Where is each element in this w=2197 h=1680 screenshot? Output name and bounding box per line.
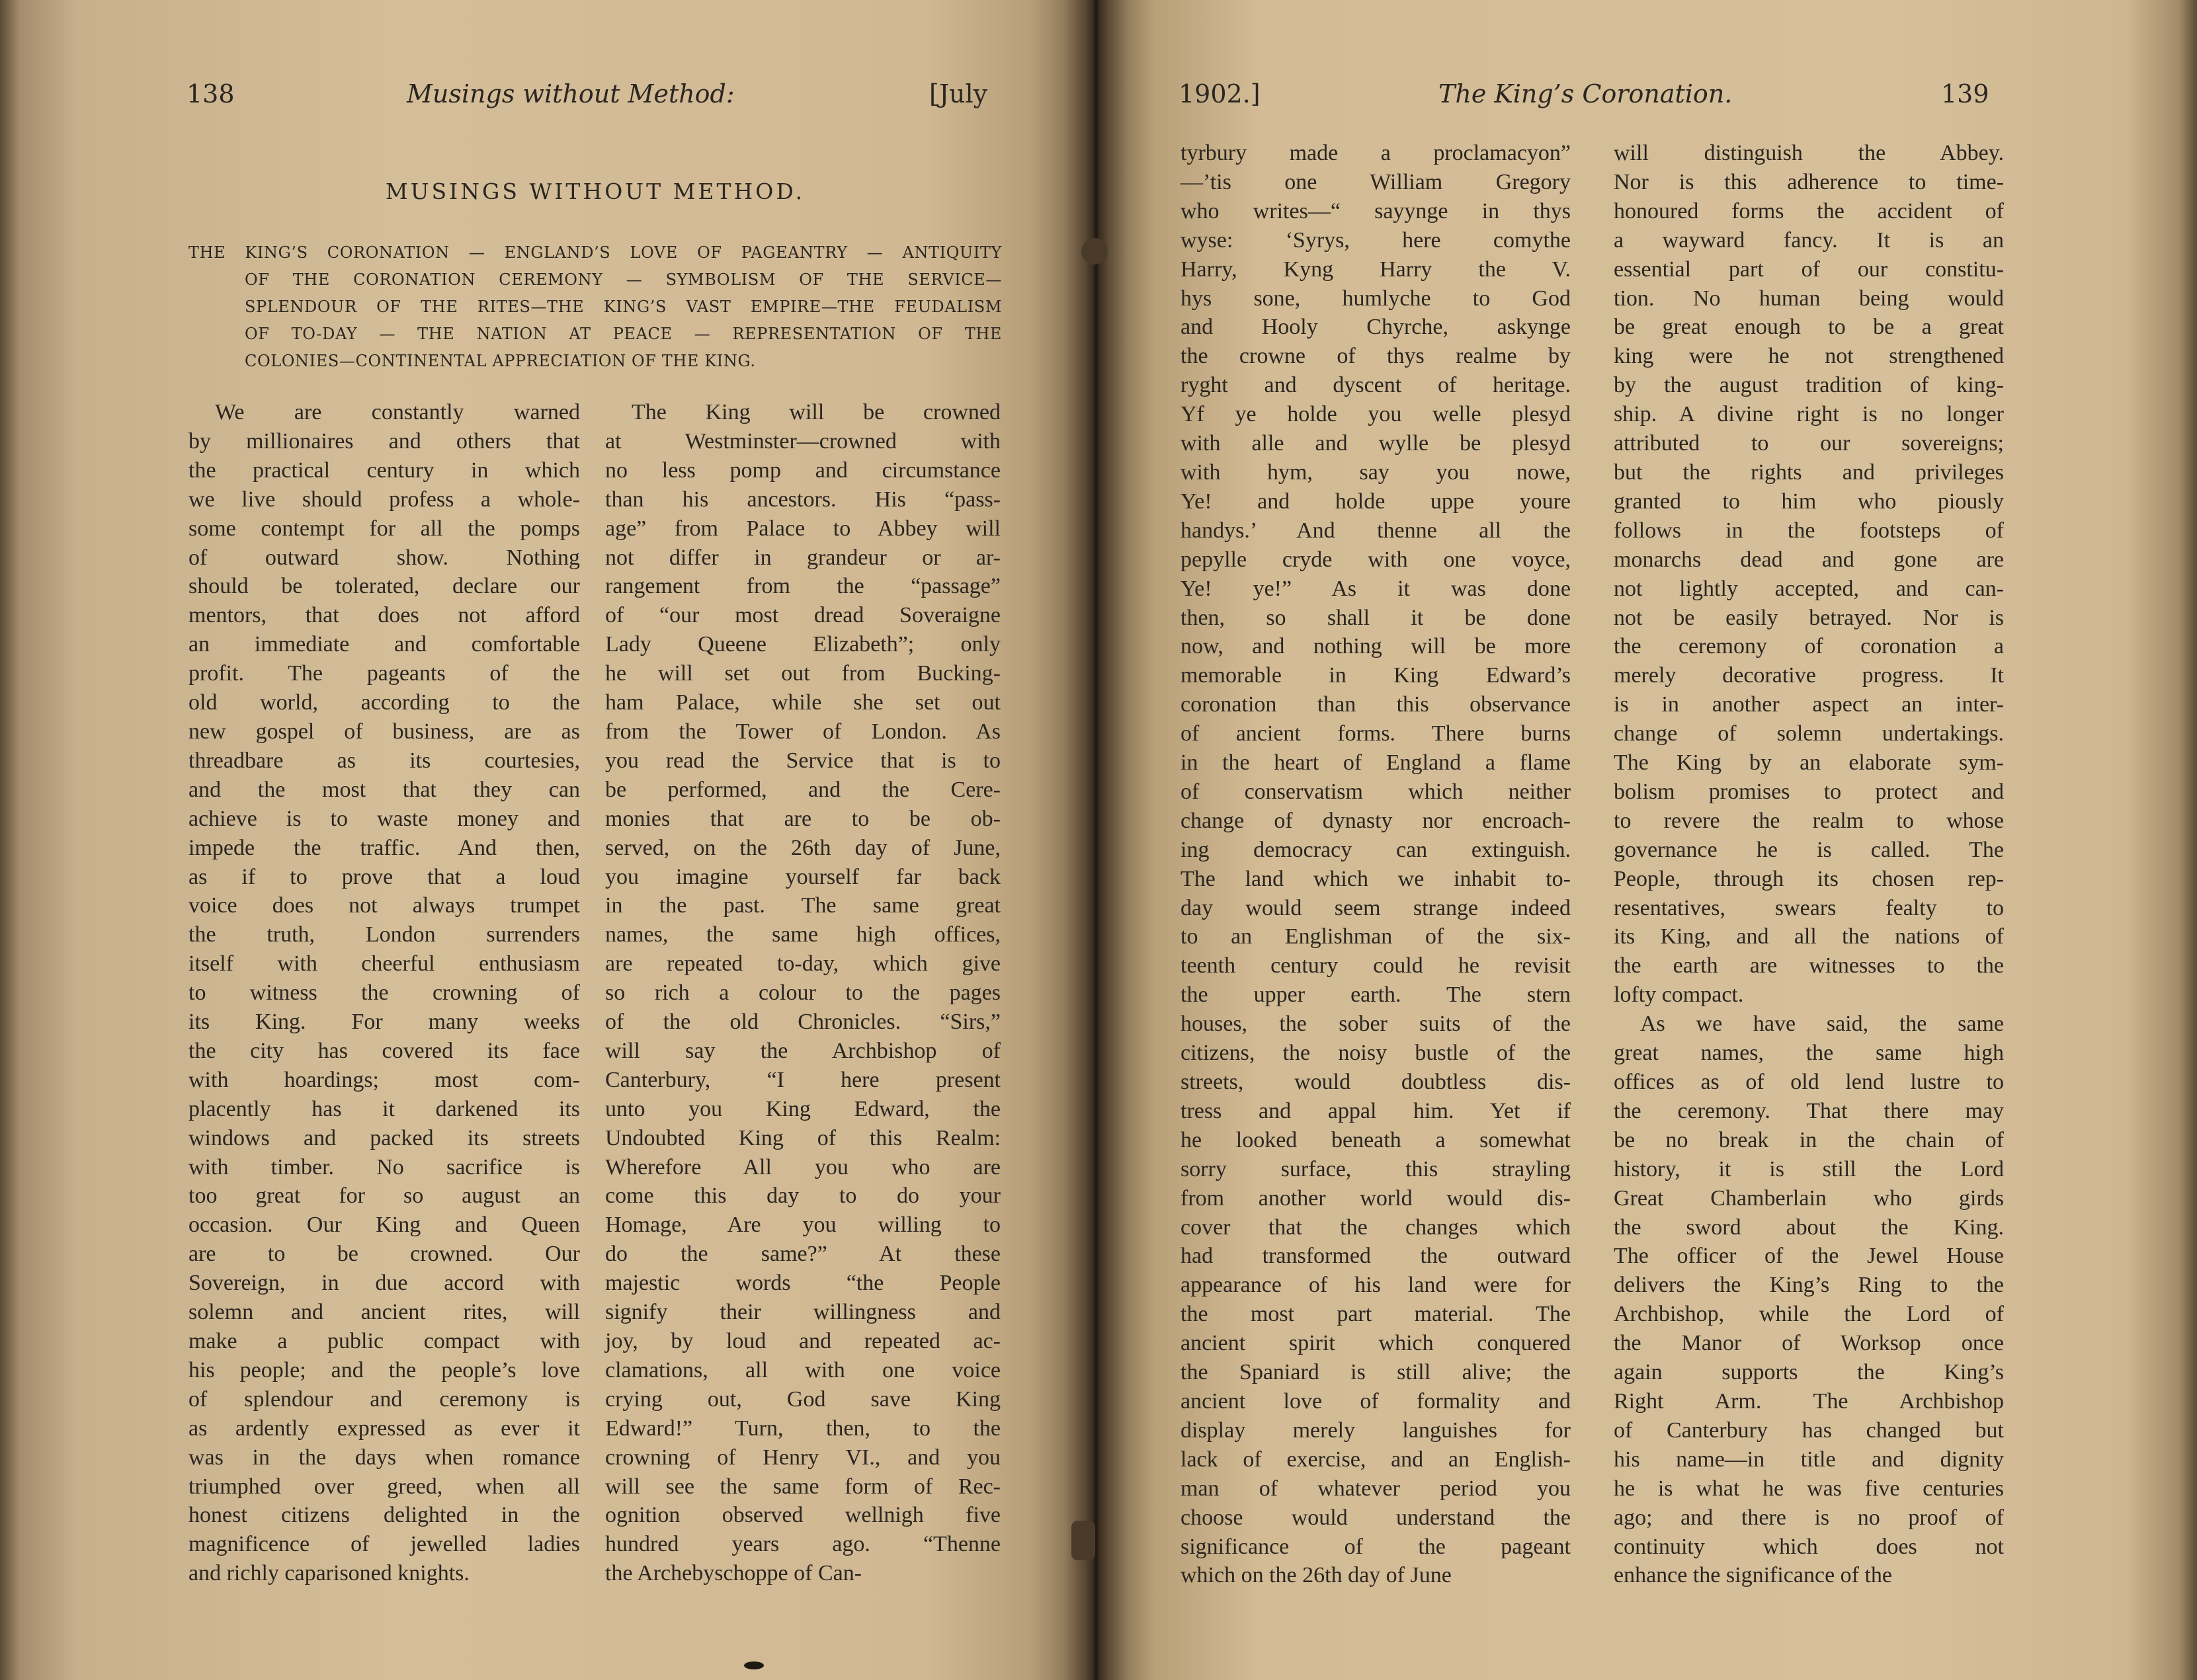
text-line: man of whatever period you [1181,1476,1571,1501]
text-line: tress and appal him. Yet if [1181,1098,1571,1123]
text-line: which on the 26th day of June [1181,1563,1452,1588]
running-date: 1902.] [1179,79,1261,108]
text-line: the most part material. The [1181,1302,1571,1327]
text-line: hundred years ago. “Thenne [605,1532,1001,1557]
text-line: citizens, the noisy bustle of the [1181,1041,1571,1066]
text-line: attributed to our sovereigns; [1614,431,2004,456]
text-line: handys.’ And thenne all the [1181,518,1571,543]
text-line: of Canterbury has changed but [1614,1418,2004,1443]
text-line: Homage, Are you willing to [605,1213,1001,1238]
text-line: the earth are witnesses to the [1614,953,2004,979]
text-line: he is what he was five centuries [1614,1476,2004,1501]
text-line: solemn and ancient rites, will [188,1300,580,1325]
text-line: no less pomp and circumstance [605,458,1001,483]
ink-blot [744,1661,764,1669]
text-line: of outward show. Nothing [188,545,580,570]
text-line: than his ancestors. His “pass- [605,487,1001,512]
running-title: The King’s Coronation. [1438,79,1733,108]
text-line: an immediate and comfortable [188,632,580,657]
synopsis-line: COLONIES—CONTINENTAL APPRECIATION OF THE KING. [245,352,756,370]
text-line: The King by an elaborate sym- [1614,750,2004,776]
text-line: choose would understand the [1181,1505,1571,1530]
text-line: not lightly accepted, and can- [1614,576,2004,601]
text-line: its King. For many weeks [188,1010,580,1035]
text-line: crying out, God save King [605,1386,1001,1412]
text-line: a wayward fancy. It is an [1614,227,2004,253]
text-line: memorable in King Edward’s [1181,663,1571,688]
text-line: change of solemn undertakings. [1614,721,2004,746]
text-line: The officer of the Jewel House [1614,1244,2004,1269]
text-line: Undoubted King of this Realm: [605,1125,1001,1150]
text-line: the Spaniard is still alive; the [1181,1360,1571,1385]
text-line: achieve is to waste money and [188,806,580,831]
text-line: be great enough to be a great [1614,315,2004,340]
text-line: names, the same high offices, [605,922,1001,947]
text-line: People, through its chosen rep- [1614,866,2004,891]
text-line: by the august tradition of king- [1614,373,2004,398]
text-line: too great for so august an [188,1183,580,1209]
text-line: placently has it darkened its [188,1096,580,1121]
text-line: Sovereign, in due accord with [188,1271,580,1296]
text-line: monarchs dead and gone are [1614,547,2004,572]
text-line: the Archebyschoppe of Can- [605,1561,862,1586]
text-line: of the old Chronicles. “Sirs,” [605,1010,1001,1035]
text-line: the Manor of Worksop once [1614,1331,2004,1356]
text-line: the crowne of thys realme by [1181,344,1571,369]
text-line: and richly caparisoned knights. [188,1561,470,1586]
text-line: some contempt for all the pomps [188,516,580,541]
text-line: from the Tower of London. As [605,719,1001,744]
text-line: ryght and dyscent of heritage. [1181,373,1571,398]
text-line: clamations, all with one voice [605,1357,1001,1382]
text-line: again supports the King’s [1614,1360,2004,1385]
text-line: now, and nothing will be more [1181,634,1571,659]
text-line: with hoardings; most com- [188,1067,580,1092]
text-line: ago; and there is no proof of [1614,1505,2004,1530]
text-line: Archbishop, while the Lord of [1614,1302,2004,1327]
text-line: merely decorative progress. It [1614,663,2004,688]
text-line: threadbare as its courtesies, [188,748,580,773]
text-line: honest citizens delighted in the [188,1503,580,1528]
text-line: ing democracy can extinguish. [1181,837,1571,862]
text-line: the practical century in which [188,458,580,483]
synopsis [188,239,1002,375]
article-title: MUSINGS WITHOUT METHOD. [385,179,806,204]
text-line: be no break in the chain of [1614,1127,2004,1152]
text-line: then, so shall it be done [1181,605,1571,630]
text-line: will distinguish the Abbey. [1614,141,2004,165]
text-line: wyse: ‘Syrys, here comythe [1181,227,1571,253]
text-line: at Westminster—crowned with [605,428,1001,454]
text-line: of ancient forms. There burns [1181,721,1571,746]
text-line: is in another aspect an inter- [1614,692,2004,717]
text-line: ship. A divine right is no longer [1614,402,2004,427]
text-line: streets, would doubtless dis- [1181,1070,1571,1094]
text-line: to revere the realm to whose [1614,808,2004,833]
text-line: teenth century could he revisit [1181,953,1571,979]
text-line: ham Palace, while she set out [605,690,1001,715]
text-line: in the heart of England a flame [1181,750,1571,776]
text-line: continuity which does not [1614,1534,2004,1559]
text-line: tion. No human being would [1614,286,2004,311]
text-line: display merely languishes for [1181,1418,1571,1443]
text-line: cover that the changes which [1181,1215,1571,1240]
text-line: the truth, London surrenders [188,922,580,947]
text-line: with hym, say you nowe, [1181,460,1571,485]
text-line: not be easily betrayed. Nor is [1614,605,2004,630]
text-line: essential part of our constitu- [1614,257,2004,282]
text-line: the ceremony. That there may [1614,1098,2004,1123]
text-line: come this day to do your [605,1183,1001,1209]
text-line: and Hooly Chyrche, askynge [1181,315,1571,340]
text-line: Harry, Kyng Harry the V. [1181,257,1571,282]
text-line: be performed, and the Cere- [605,777,1001,802]
text-line: triumphed over greed, when all [188,1474,580,1499]
text-line: are to be crowned. Our [188,1242,580,1267]
text-line: ancient spirit which conquered [1181,1331,1571,1356]
text-line: do the same?” At these [605,1242,1001,1267]
synopsis-line: SPLENDOUR OF THE RITES—THE KING’S VAST EMPIRE—THE FEUDALISM [245,298,1002,316]
text-line: houses, the sober suits of the [1181,1012,1571,1037]
text-line: tyrbury made a proclamacyon” [1181,141,1571,165]
text-line: by millionaires and others that [188,428,580,454]
text-line: Canterbury, “I here present [605,1067,1001,1092]
text-line: his people; and the people’s love [188,1357,580,1382]
text-line: crowning of Henry VI., and you [605,1445,1001,1470]
text-line: hys sone, humlyche to God [1181,286,1571,311]
text-line: As we have said, the same [1640,1012,2004,1037]
text-line: The King will be crowned [632,400,1001,424]
text-line: pepylle cryde with one voyce, [1181,547,1571,572]
running-title: Musings without Method: [407,79,735,108]
text-line: you imagine yourself far back [605,864,1001,889]
text-line: he will set out from Bucking- [605,661,1001,686]
page-number: 138 [187,79,235,108]
text-line: lofty compact. [1614,982,1744,1008]
text-line: offices as of old lend lustre to [1614,1070,2004,1094]
text-line: Great Chamberlain who girds [1614,1185,2004,1211]
text-line: old world, according to the [188,690,580,715]
text-line: windows and packed its streets [188,1125,580,1150]
text-line: monies that are to be ob- [605,806,1001,831]
text-line: Lady Queene Elizabeth”; only [605,632,1001,657]
text-line: of splendour and ceremony is [188,1386,580,1412]
text-line: resentatives, swears fealty to [1614,895,2004,920]
text-line: to an Englishman of the six- [1181,924,1571,949]
text-line: rangement from the “passage” [605,574,1001,599]
text-line: Edward!” Turn, then, to the [605,1416,1001,1441]
text-line: Nor is this adherence to time- [1614,169,2004,194]
text-line: change of dynasty nor encroach- [1181,808,1571,833]
synopsis-line: OF THE CORONATION CEREMONY — SYMBOLISM OF THE SERVICE— [245,270,1002,289]
text-line: The land which we inhabit to- [1181,866,1571,891]
text-line: to witness the crowning of [188,980,580,1006]
text-line: day would seem strange indeed [1181,895,1571,920]
text-line: king were he not strengthened [1614,344,2004,369]
text-line: of “our most dread Soveraigne [605,603,1001,628]
text-line: from another world would dis- [1181,1185,1571,1211]
text-line: —’tis one William Gregory [1181,169,1571,194]
text-line: will say the Archbishop of [605,1038,1001,1063]
text-line: appearance of his land were for [1181,1273,1571,1298]
synopsis-line: THE KING’S CORONATION — ENGLAND’S LOVE OF PAGEANTRY — ANTIQUITY [188,243,1002,262]
text-line: age” from Palace to Abbey will [605,516,1001,541]
text-line: We are constantly warned [215,400,580,424]
text-line: lack of exercise, and an English- [1181,1447,1571,1472]
text-line: joy, by loud and repeated ac- [605,1329,1001,1353]
text-column-left-2 [605,398,1001,1588]
text-line: served, on the 26th day of June, [605,835,1001,860]
binding-hole [1081,238,1108,264]
text-line: make a public compact with [188,1329,580,1353]
text-column-right-1 [1181,139,1571,1590]
text-line: his name—in title and dignity [1614,1447,2004,1472]
text-line: you read the Service that is to [605,748,1001,773]
synopsis-line: OF TO-DAY — THE NATION AT PEACE — REPRESENTATION OF THE [245,325,1002,343]
text-line: was in the days when romance [188,1445,580,1470]
text-line: and the most that they can [188,777,580,802]
text-line: governance he is called. The [1614,837,2004,862]
text-line: history, it is still the Lord [1614,1156,2004,1181]
text-line: enhance the significance of the [1614,1563,1893,1588]
text-line: magnificence of jewelled ladies [188,1532,580,1557]
text-line: who writes—“ sayynge in thys [1181,198,1571,223]
text-line: profit. The pageants of the [188,661,580,686]
text-line: mentors, that does not afford [188,603,580,628]
text-line: voice does not always trumpet [188,893,580,918]
text-line: the ceremony of coronation a [1614,634,2004,659]
page-number: 139 [1941,79,1989,108]
text-line: with alle and wylle be plesyd [1181,431,1571,456]
text-line: as ardently expressed as ever it [188,1416,580,1441]
text-line: ognition observed wellnigh five [605,1503,1001,1528]
text-line: Ye! ye!” As it was done [1181,576,1571,601]
text-line: not differ in grandeur or ar- [605,545,1001,570]
text-line: of conservatism which neither [1181,779,1571,804]
text-line: so rich a colour to the pages [605,980,1001,1006]
text-column-left-1 [188,398,580,1588]
text-column-right-2 [1614,139,2004,1590]
text-line: signify their willingness and [605,1300,1001,1325]
text-line: in the past. The same great [605,893,1001,918]
text-line: sorry surface, this strayling [1181,1156,1571,1181]
binding-hole [1071,1521,1095,1560]
text-line: ancient love of formality and [1181,1388,1571,1414]
text-line: honoured forms the accident of [1614,198,2004,223]
right-page [1095,0,2197,1680]
text-line: with timber. No sacrifice is [188,1154,580,1180]
text-line: Yf ye holde you welle plesyd [1181,402,1571,427]
text-line: Ye! and holde uppe youre [1181,489,1571,514]
text-line: majestic words “the People [605,1271,1001,1296]
text-line: should be tolerated, declare our [188,574,580,599]
text-line: the sword about the King. [1614,1215,2004,1240]
text-line: will see the same form of Rec- [605,1474,1001,1499]
text-line: bolism promises to protect and [1614,779,2004,804]
left-page [0,0,1095,1680]
text-line: granted to him who piously [1614,489,2004,514]
text-line: its King, and all the nations of [1614,924,2004,949]
text-line: he looked beneath a somewhat [1181,1127,1571,1152]
text-line: we live should profess a whole- [188,487,580,512]
text-line: Right Arm. The Archbishop [1614,1388,2004,1414]
text-line: occasion. Our King and Queen [188,1213,580,1238]
text-line: Wherefore All you who are [605,1154,1001,1180]
text-line: but the rights and privileges [1614,460,2004,485]
text-line: follows in the footsteps of [1614,518,2004,543]
text-line: significance of the pageant [1181,1534,1571,1559]
text-line: itself with cheerful enthusiasm [188,951,580,977]
text-line: new gospel of business, are as [188,719,580,744]
text-line: unto you King Edward, the [605,1096,1001,1121]
text-line: great names, the same high [1614,1041,2004,1066]
text-line: as if to prove that a loud [188,864,580,889]
text-line: the upper earth. The stern [1181,982,1571,1008]
text-line: are repeated to-day, which give [605,951,1001,977]
running-date: [July [929,79,988,108]
text-line: impede the traffic. And then, [188,835,580,860]
text-line: the city has covered its face [188,1038,580,1063]
text-line: coronation than this observance [1181,692,1571,717]
text-line: delivers the King’s Ring to the [1614,1273,2004,1298]
text-line: had transformed the outward [1181,1244,1571,1269]
